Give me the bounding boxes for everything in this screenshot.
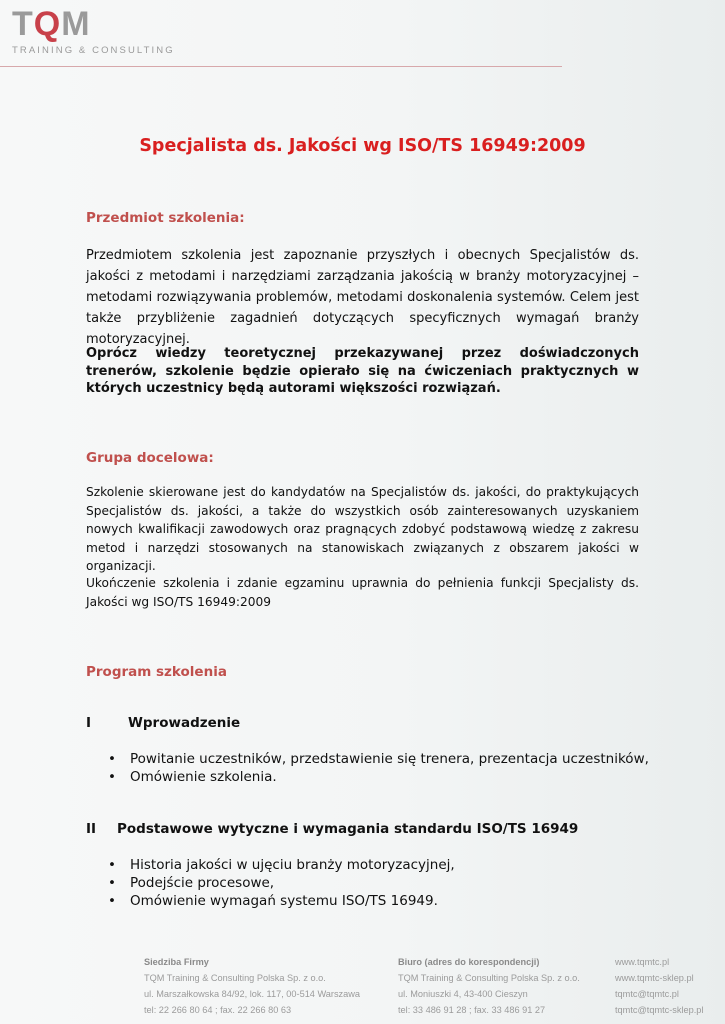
footer-office-address: ul. Moniuszki 4, 43-400 Cieszyn <box>398 989 528 999</box>
footer-office-phones: tel: 33 486 91 28 ; fax. 33 486 91 27 <box>398 1005 546 1015</box>
logo-tagline: TRAINING & CONSULTING <box>12 45 175 56</box>
list-item: • Omówienie szkolenia. <box>108 768 649 786</box>
section-title: Podstawowe wytyczne i wymagania standardu ISO/TS 16949 <box>117 821 579 837</box>
header-divider <box>0 66 562 67</box>
footer-shop-link[interactable]: www.tqmtc-sklep.pl <box>615 973 694 983</box>
program-section-2-list <box>108 856 455 910</box>
section-number: II <box>86 821 97 837</box>
footer-office-label: Biuro (adres do korespondencji) <box>398 957 540 967</box>
section-number: I <box>86 715 92 731</box>
logo-letter-q: Q <box>33 5 62 43</box>
footer-office <box>398 954 580 1018</box>
logo-letter-m: M <box>61 5 91 43</box>
footer-shop-email-link[interactable]: tqmtc@tqmtc-sklep.pl <box>615 1005 704 1015</box>
footer-hq-label: Siedziba Firmy <box>144 957 209 967</box>
footer-headquarters <box>144 954 360 1018</box>
program-section-1-list <box>108 750 649 786</box>
subject-heading: Przedmiot szkolenia: <box>86 210 245 226</box>
section-title: Wprowadzenie <box>128 715 241 731</box>
logo-letter-t: T <box>12 5 34 43</box>
footer-website-link[interactable]: www.tqmtc.pl <box>615 957 670 967</box>
list-item: • Historia jakości w ujęciu branży motoryzacyjnej, <box>108 856 455 874</box>
footer-email-link[interactable]: tqmtc@tqmtc.pl <box>615 989 679 999</box>
target-group-heading: Grupa docelowa: <box>86 450 214 466</box>
program-section-1 <box>86 715 240 731</box>
list-item: • Omówienie wymagań systemu ISO/TS 16949. <box>108 892 455 910</box>
logo-wordmark <box>12 6 162 42</box>
list-item: • Podejście procesowe, <box>108 874 455 892</box>
footer-hq-address: ul. Marszałkowska 84/92, lok. 117, 00-514 Warszawa <box>144 989 361 999</box>
company-logo <box>12 5 175 56</box>
footer-office-company: TQM Training & Consulting Polska Sp. z o.o. <box>398 973 580 983</box>
target-group-certification: Ukończenie szkolenia i zdanie egzaminu uprawnia do pełnienia funkcji Specjalisty ds. Jakości wg ISO/TS 16949:2009 <box>86 576 639 609</box>
document-title: Specjalista ds. Jakości wg ISO/TS 16949:2009 <box>139 136 586 156</box>
subject-paragraph: Przedmiotem szkolenia jest zapoznanie przyszłych i obecnych Specjalistów ds. jakości z metodami i narzędziami zarządzania jakością w branży motoryzacyjnej – metodami rozwiązywania problemów, metodami doskonalenia systemów. Celem jest także przybliżenie zagadnień dotyczących specyficznych wymagań branży motoryzacyjnej. <box>86 248 639 347</box>
footer-hq-phones: tel: 22 266 80 64 ; fax. 22 266 80 63 <box>144 1005 292 1015</box>
footer-web <box>615 954 703 1018</box>
program-heading: Program szkolenia <box>86 664 227 680</box>
subject-bold-paragraph: Oprócz wiedzy teoretycznej przekazywanej przez doświadczonych trenerów, szkolenie będzie opierało się na ćwiczeniach praktycznych w których uczestnicy będą autorami większości rozwiązań. <box>86 346 639 396</box>
list-item: • Powitanie uczestników, przedstawienie się trenera, prezentacja uczestników, <box>108 750 649 768</box>
program-section-2 <box>86 821 578 837</box>
target-group-paragraph: Szkolenie skierowane jest do kandydatów na Specjalistów ds. jakości, do praktykujących Specjalistów ds. jakości, a także do wszystkich osób zainteresowanych uzyskaniem nowych kwalifikacji zawodowych oraz pragnących zdobyć podstawową wiedzę z zakresu metod i narzędzi stosowanych na stanowiskach związanych z obszarem jakości w organizacji. <box>86 485 639 574</box>
footer-hq-company: TQM Training & Consulting Polska Sp. z o.o. <box>144 973 326 983</box>
